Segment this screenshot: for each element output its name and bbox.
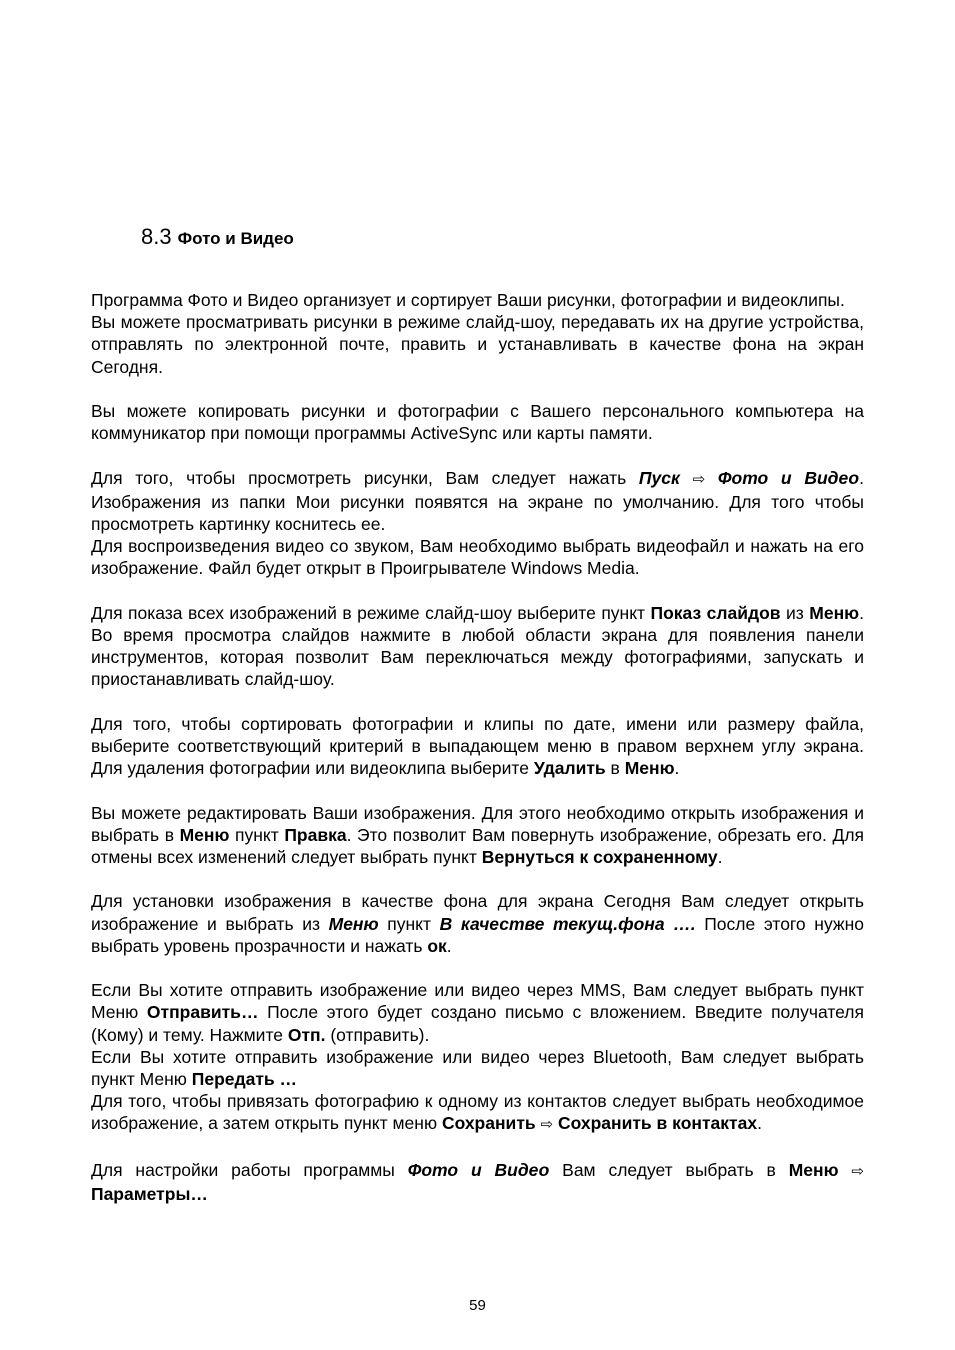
paragraph-contacts (91, 1090, 864, 1136)
paragraph-slideshow (91, 602, 864, 691)
paragraph-text: Программа Фото и Видео организует и сортирует Ваши рисунки, фотографии и видеоклипы. (91, 290, 845, 310)
text-run: Для установки изображения в качестве фона для экрана Сегодня Вам следует открыть изображение и выбрать из (91, 891, 864, 934)
bold-delete: Удалить (533, 758, 606, 779)
text-run: Для показа всех изображений в режиме слайд-шоу выберите пункт (91, 602, 651, 623)
bold-menu: Меню (809, 602, 860, 623)
paragraph-text: Вы можете просматривать рисунки в режиме слайд-шоу, передавать их на другие устройства, отправлять по электронной почте, править и устанавливать в качестве фона на экран Сегодня. (91, 312, 864, 377)
text-run: После этого будет создано письмо с вложением. Введите получателя (Кому) и тему. Нажмите (91, 1002, 864, 1045)
bold-edit: Правка (284, 824, 347, 845)
text-run: из (780, 602, 810, 623)
document-body (91, 289, 864, 1205)
paragraph-settings (91, 1159, 864, 1205)
arrow-right-icon: ⇨ (851, 1162, 864, 1180)
emphasis-photo-video: Фото и Видео (717, 467, 860, 488)
bold-menu: Меню (624, 758, 675, 779)
text-run: . (446, 935, 452, 956)
text-run: Для того, чтобы привязать фотографию к одному из контактов следует выбрать необходимое изображение, а затем открыть пункт меню (91, 1091, 864, 1134)
arrow-right-icon: ⇨ (692, 470, 706, 488)
text-run: Вы можете редактировать Ваши изображения. Для этого необходимо открыть изображения и выбрать в (91, 802, 864, 845)
bold-menu: Меню (179, 824, 230, 845)
bold-send: Отправить… (146, 1002, 259, 1023)
paragraph-mms (91, 979, 864, 1046)
text-run: . Это позволит Вам повернуть изображение, обрезать его. Для отмены всех изменений следует выбрать пункт (91, 824, 865, 867)
text-run: . (717, 847, 723, 867)
section-title: Фото и Видео (177, 229, 294, 248)
text-run: Для настройки работы программы (91, 1159, 408, 1180)
text-run: . (674, 758, 680, 779)
paragraph-wallpaper (91, 890, 864, 957)
page-number: 59 (469, 1297, 486, 1314)
paragraph-intro (91, 289, 864, 311)
bold-save-to-contacts: Сохранить в контактах (557, 1113, 758, 1134)
text-run: Для того, чтобы просмотреть рисунки, Вам следует нажать (91, 467, 639, 488)
section-heading (141, 224, 294, 250)
paragraph-copy (91, 400, 864, 444)
emphasis-set-background: В качестве текущ.фона …. (439, 913, 696, 934)
emphasis-photo-video: Фото и Видео (407, 1159, 550, 1180)
text-run: После этого нужно выбрать уровень прозрачности и нажать (91, 913, 864, 956)
text-run: (отправить). (325, 1024, 430, 1045)
text-run: Если Вы хотите отправить изображение или видео через Bluetooth, Вам следует выбрать пункт Меню (91, 1046, 864, 1089)
paragraph-text: Для воспроизведения видео со звуком, Вам необходимо выбрать видеофайл и нажать на его изображение. Файл будет открыт в Проигрывателе Windows Media. (91, 536, 864, 579)
bold-save: Сохранить (441, 1113, 536, 1134)
bold-ok: ок (427, 935, 447, 956)
text-run: . Во время просмотра слайдов нажмите в любой области экрана для появления панели инструментов, которая позволит Вам переключаться между фотографиями, запускать и приостанавливать слайд-шоу. (91, 602, 864, 690)
arrow-right-icon: ⇨ (540, 1116, 554, 1134)
paragraph-bluetooth (91, 1046, 864, 1090)
text-run: в (605, 758, 625, 779)
text-run: Для того, чтобы сортировать фотографии и клипы по дате, имени или размеру файла, выберите соответствующий критерий в выпадающем меню в правом верхнем углу экрана. Для удаления фотографии или видеоклипа выберите (91, 713, 864, 779)
text-run: Если Вы хотите отправить изображение или видео через MMS, Вам следует выбрать пункт Меню (91, 980, 864, 1023)
paragraph-text: Вы можете копировать рисунки и фотографии с Вашего персонального компьютера на коммуникатор при помощи программы ActiveSync или карты памяти. (91, 401, 864, 444)
bold-transfer: Передать … (191, 1069, 298, 1089)
paragraph-edit (91, 802, 864, 869)
section-number: 8.3 (141, 224, 172, 249)
paragraph-view (91, 467, 864, 536)
emphasis-menu: Меню (328, 913, 379, 934)
bold-slideshow: Показ слайдов (650, 602, 781, 623)
bold-revert: Вернуться к сохраненному (481, 847, 718, 867)
text-run: пункт (229, 824, 285, 845)
text-run: пункт (378, 913, 440, 934)
bold-parameters: Параметры… (91, 1184, 208, 1204)
text-run: . Изображения из папки Мои рисунки появятся на экране по умолчанию. Для того чтобы просмотреть картинку коснитесь ее. (91, 467, 864, 534)
paragraph-video (91, 535, 864, 579)
bold-send-short: Отп. (287, 1024, 326, 1045)
bold-menu: Меню (788, 1159, 839, 1180)
text-run: . (757, 1113, 762, 1134)
paragraph-features (91, 311, 864, 378)
paragraph-sort (91, 713, 864, 780)
emphasis-start: Пуск (638, 467, 680, 488)
text-run: Вам следует выбрать в (549, 1159, 789, 1180)
